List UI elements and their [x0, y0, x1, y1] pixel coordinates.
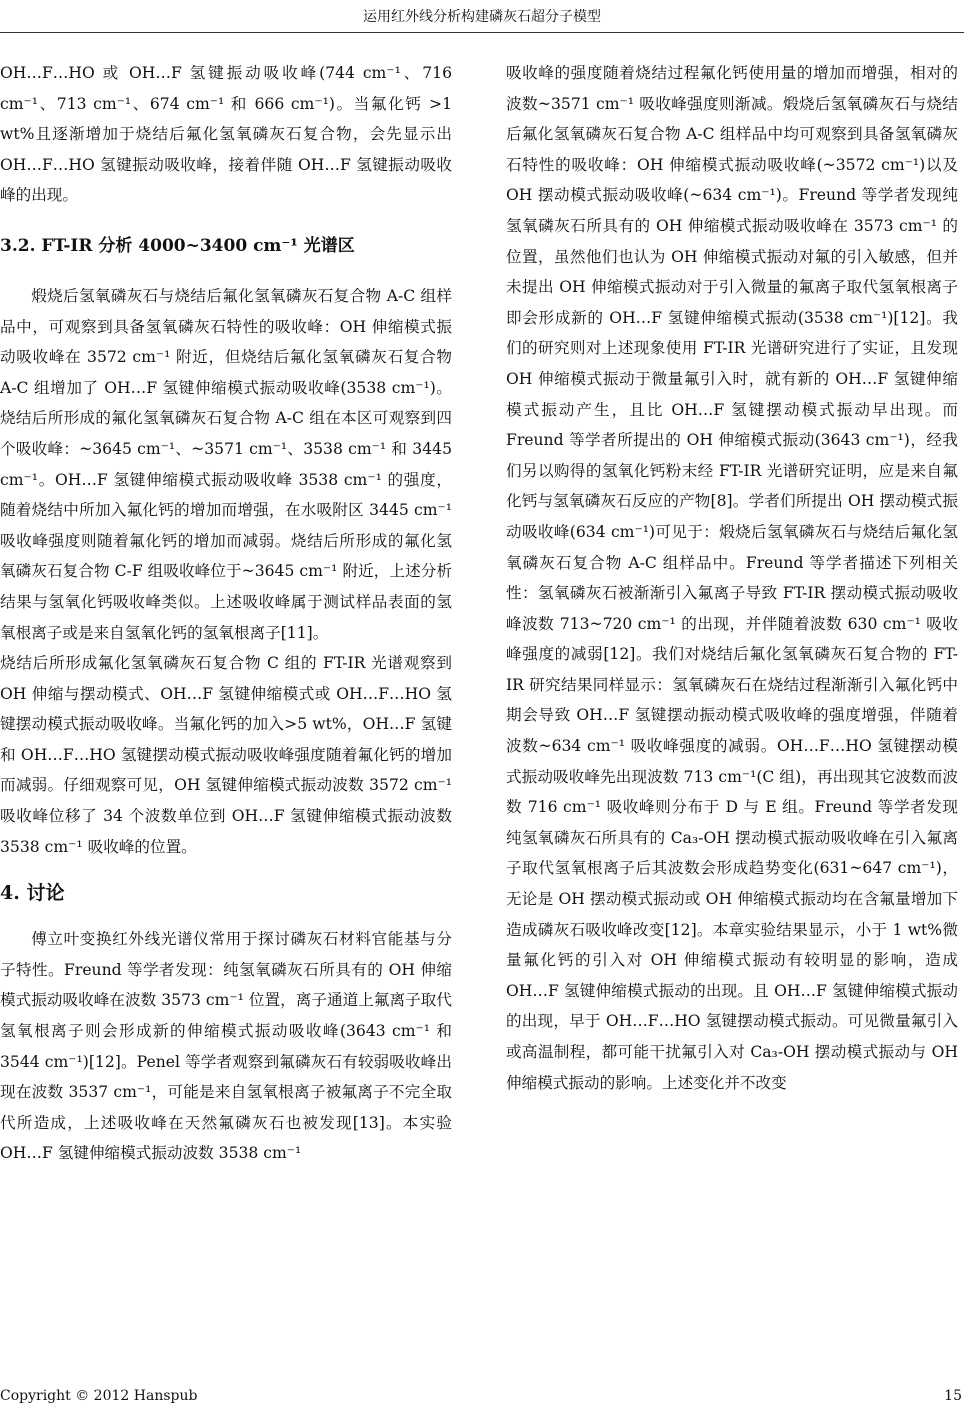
- header-divider: [0, 32, 964, 33]
- section-heading-3-2: 3.2. FT-IR 分析 4000~3400 cm⁻¹ 光谱区: [0, 235, 355, 256]
- paragraph-continued: OH…F…HO 或 OH…F 氢键振动吸收峰(744 cm⁻¹、716 cm⁻¹、713 cm⁻¹、674 cm⁻¹ 和 666 cm⁻¹)。当氟化钙 >1 wt%且逐渐增加于烧结后氟化氢氧磷灰石复合物，会先显示出 OH…F…HO 氢键振动吸收峰，接着伴随 OH…F 氢键振动吸收峰的出现。: [0, 64, 452, 205]
- section-heading-discussion: 4. 讨论: [0, 882, 65, 905]
- left-column: [0, 58, 452, 1169]
- paragraph-3-2: 煅烧后氢氧磷灰石与烧结后氟化氢氧磷灰石复合物 A-C 组样品中，可观察到具备氢氧磷灰石特性的吸收峰：OH 伸缩模式振动吸收峰在 3572 cm⁻¹ 附近，但烧结后氟化氢氧磷灰石复合物 A-C 组增加了 OH…F 氢键伸缩模式振动吸收峰(3538 cm⁻¹)。烧结后所形成的氟化氢氧磷灰石复合物 A-C 组在本区可观察到四个吸收峰：~3645 cm⁻¹、~3571 cm⁻¹、3538 cm⁻¹ 和 3445 cm⁻¹。OH…F 氢键伸缩模式振动吸收峰 3538 cm⁻¹ 的强度，随着烧结中所加入氟化钙的增加而增强，在水吸附区 3445 cm⁻¹ 吸收峰强度则随着氟化钙的增加而减弱。烧结后所形成的氟化氢氧磷灰石复合物 C-F 组吸收峰位于~3645 cm⁻¹ 附近，上述分析结果与氢氧化钙吸收峰类似。上述吸收峰属于测试样品表面的氢氧根离子或是来自氢氧化钙的氢氧根离子[11]。: [0, 286, 452, 642]
- paragraph-4: 傅立叶变换红外线光谱仪常用于探讨磷灰石材料官能基与分子特性。Freund 等学者发现：纯氢氧磷灰石所具有的 OH 伸缩模式振动吸收峰在波数 3573 cm⁻¹ 位置，离子通道上氟离子取代氢氧根离子则会形成新的伸缩模式振动吸收峰(3643 cm⁻¹ 和 3544 cm⁻¹)[12]。Penel 等学者观察到氟磷灰石有较弱吸收峰出现在波数 3537 cm⁻¹，可能是来自氢氧根离子被氟离子不完全取代所造成，上述吸收峰在天然氟磷灰石也被发现[13]。本实验 OH…F 氢键伸缩模式振动波数 3538 cm⁻¹: [0, 930, 452, 1163]
- paragraph-3-2b: 烧结后所形成氟化氢氧磷灰石复合物 C 组的 FT-IR 光谱观察到 OH 伸缩与摆动模式、OH…F 氢键伸缩模式或 OH…F…HO 氢键摆动模式振动吸收峰。当氟化钙的加入>5 wt%，OH…F 氢键和 OH…F…HO 氢键摆动模式振动吸收峰强度随着氟化钙的增加而减弱。仔细观察可见，OH 氢键伸缩模式振动波数 3572 cm⁻¹ 吸收峰位移了 34 个波数单位到 OH…F 氢键伸缩模式振动波数 3538 cm⁻¹ 吸收峰的位置。: [0, 654, 452, 856]
- page-number: 15: [944, 1388, 962, 1404]
- paragraph-4-continued: 吸收峰的强度随着烧结过程氟化钙使用量的增加而增强，相对的波数~3571 cm⁻¹ 吸收峰强度则渐减。煅烧后氢氧磷灰石与烧结后氟化氢氧磷灰石复合物 A-C 组样品中均可观察到具备氢氧磷灰石特性的吸收峰：OH 伸缩模式振动吸收峰(~3572 cm⁻¹)以及 OH 摆动模式振动吸收峰(~634 cm⁻¹)。Freund 等学者发现纯氢氧磷灰石所具有的 OH 伸缩模式振动吸收峰在 3573 cm⁻¹ 的位置，虽然他们也认为 OH 伸缩模式振动对氟的引入敏感，但并未提出 OH 伸缩模式振动对于引入微量的氟离子取代氢氧根离子即会形成新的 OH…F 氢键伸缩模式振动(3538 cm⁻¹)[12]。我们的研究则对上述现象使用 FT-IR 光谱研究进行了实证，且发现 OH 伸缩模式振动于微量氟引入时，就有新的 OH…F 氢键伸缩模式振动产生，且比 OH…F 氢键摆动模式振动早出现。而 Freund 等学者所提出的 OH 伸缩模式振动(3643 cm⁻¹)，经我们另以购得的氢氧化钙粉末经 FT-IR 光谱研究证明，应是来自氟化钙与氢氧磷灰石反应的产物[8]。学者们所提出 OH 摆动模式振动吸收峰(634 cm⁻¹)可见于：煅烧后氢氧磷灰石与烧结后氟化氢氧磷灰石复合物 A-C 组样品中。Freund 等学者描述下列相关性：氢氧磷灰石被渐渐引入氟离子导致 FT-IR 摆动模式振动吸收峰波数 713~720 cm⁻¹ 的出现，并伴随着波数 630 cm⁻¹ 吸收峰强度的减弱[12]。我们对烧结后氟化氢氧磷灰石复合物的 FT-IR 研究结果同样显示：氢氧磷灰石在烧结过程渐渐引入氟化钙中期会导致 OH…F 氢键摆动振动模式吸收峰的强度增强，伴随着波数~634 cm⁻¹ 吸收峰强度的减弱。OH…F…HO 氢键摆动模式振动吸收峰先出现波数 713 cm⁻¹(C 组)，再出现其它波数而波数 716 cm⁻¹ 吸收峰则分布于 D 与 E 组。Freund 等学者发现纯氢氧磷灰石所具有的 Ca₃-OH 摆动模式振动吸收峰在引入氟离子取代氢氧根离子后其波数会形成趋势变化(631~647 cm⁻¹)，无论是 OH 摆动模式振动或 OH 伸缩模式振动均在含氟量增加下造成磷灰石吸收峰改变[12]。本章实验结果显示，小于 1 wt%微量氟化钙的引入对 OH 伸缩模式振动有较明显的影响，造成 OH…F 氢键伸缩模式振动的出现。且 OH…F 氢键伸缩模式振动的出现，早于 OH…F…HO 氢键摆动模式振动。可见微量氟引入或高温制程，都可能干扰氟引入对 Ca₃-OH 摆动模式振动与 OH 伸缩模式振动的影响。上述变化并不改变: [506, 64, 958, 1092]
- footer-copyright: Copyright © 2012 Hanspub: [0, 1388, 198, 1404]
- running-header: 运用红外线分析构建磷灰石超分子模型: [363, 9, 601, 25]
- right-column: [506, 58, 958, 1098]
